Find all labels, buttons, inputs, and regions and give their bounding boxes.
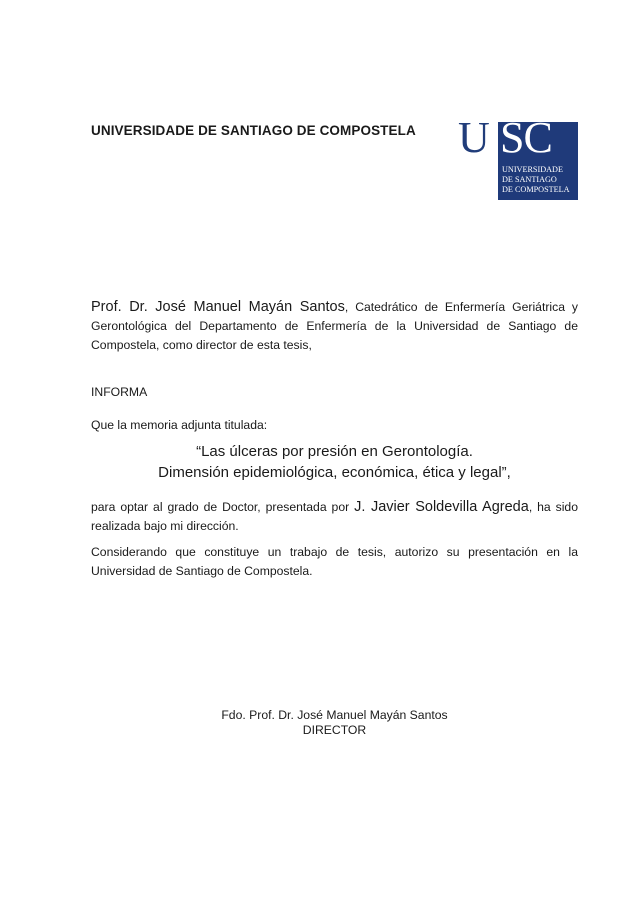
logo-block-sc: SC	[500, 113, 552, 162]
logo-line-3: DE COMPOSTELA	[502, 185, 570, 194]
author-name: J. Javier Soldevilla Agreda	[354, 499, 529, 515]
logo-block	[498, 113, 578, 200]
informa-heading: INFORMA	[91, 385, 148, 399]
memoria-intro: Que la memoria adjunta titulada:	[91, 418, 268, 432]
thesis-title-line-1: “Las úlceras por presión en Gerontología.	[196, 443, 473, 460]
director-description: , Catedrático de Enfermería Geriátrica y Gerontológica del Departamento de Enfermería de la Universidad de Santiago de Compostela, como director de esta tesis,	[91, 300, 578, 352]
signature-name: Fdo. Prof. Dr. José Manuel Mayán Santos	[221, 708, 448, 722]
considerando-paragraph: Considerando que constituye un trabajo de tesis, autorizo su presentación en la Universidad de Santiago de Compostela.	[91, 545, 578, 578]
logo-line-1: UNIVERSIDADE	[502, 165, 563, 174]
director-paragraph	[91, 298, 578, 355]
optar-text-pre: para optar al grado de Doctor, presentada por	[91, 500, 355, 514]
thesis-title-line-2: Dimensión epidemiológica, económica, ética y legal”,	[158, 464, 511, 481]
thesis-title	[91, 441, 578, 483]
logo-line-2: DE SANTIAGO	[502, 175, 557, 184]
director-name: Prof. Dr. José Manuel Mayán Santos	[91, 299, 345, 315]
optar-text-post: , ha sido realizada bajo mi dirección.	[91, 500, 578, 533]
university-name: UNIVERSIDADE DE SANTIAGO DE COMPOSTELA	[91, 123, 416, 138]
logo-usc-text: U	[458, 113, 489, 162]
optar-paragraph	[91, 498, 578, 536]
logo-text-lines	[502, 165, 570, 195]
signature-role: DIRECTOR	[302, 723, 367, 737]
usc-logo	[458, 113, 578, 200]
